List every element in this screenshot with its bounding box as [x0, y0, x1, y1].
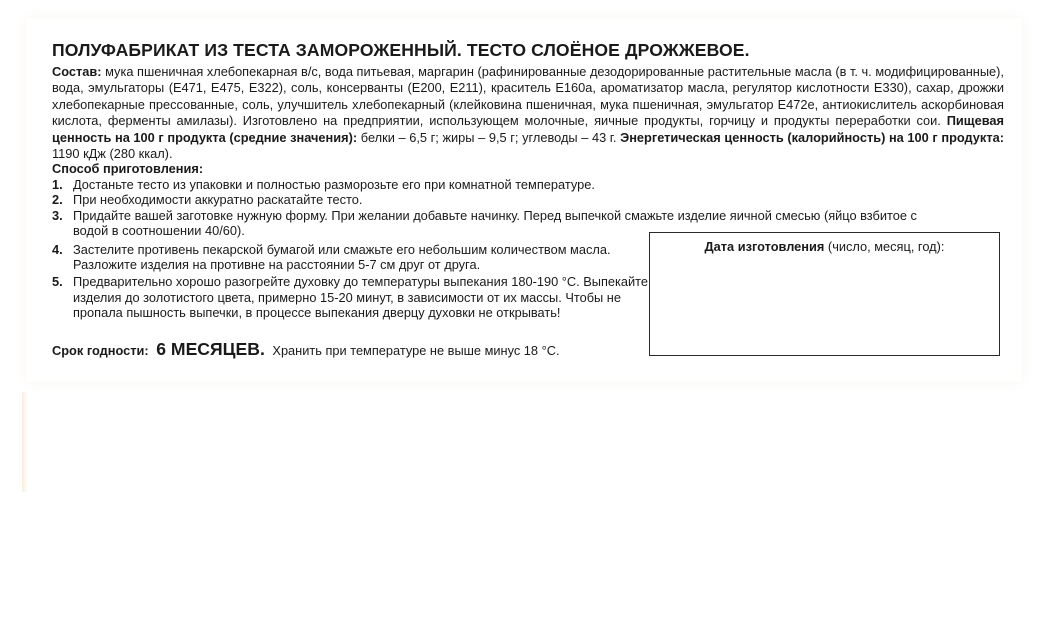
shelf-life-value: 6 МЕСЯЦЕВ.	[156, 339, 265, 359]
step-text: Застелите противень пекарской бумагой или смажьте его небольшим количеством масла. Разложите изделия на противне на расстоянии 5-7 см друг от друга.	[73, 241, 611, 273]
step-number: 2.	[52, 192, 63, 208]
step-number: 5.	[52, 274, 63, 290]
manufacture-date-hint: (число, месяц, год):	[824, 239, 945, 254]
shelf-life-label: Срок годности:	[52, 343, 149, 358]
composition-label: Состав:	[52, 64, 102, 79]
method-step	[52, 274, 648, 320]
step-number: 4.	[52, 241, 63, 257]
storage-conditions: Хранить при температуре не выше минус 18 °С.	[272, 343, 560, 358]
manufacture-date-box	[649, 232, 1000, 356]
manufacture-date-label: Дата изготовления	[704, 239, 825, 254]
step-text: Придайте вашей заготовке нужную форму. При желании добавьте начинку. Перед выпечкой смажьте изделие яичной смесью (яйцо взбитое с водой в соотношении 40/60).	[73, 207, 917, 239]
product-title: ПОЛУФАБРИКАТ ИЗ ТЕСТА ЗАМОРОЖЕННЫЙ. ТЕСТО СЛОЁНОЕ ДРОЖЖЕВОЕ.	[52, 40, 750, 60]
step-number: 3.	[52, 207, 63, 223]
method-step	[52, 177, 813, 192]
step-number: 1.	[52, 177, 63, 192]
method-heading: Способ приготовления:	[52, 161, 204, 176]
method-step	[52, 242, 648, 273]
shelf-life	[52, 339, 560, 360]
manufacture-date-caption	[650, 239, 999, 254]
step-text: Достаньте тесто из упаковки и полностью разморозьте его при комнатной температуре.	[73, 177, 595, 192]
nutrition-label: Пищевая ценность на 100 г продукта (средние значения):	[52, 113, 1004, 145]
step-text: При необходимости аккуратно раскатайте тесто.	[73, 192, 363, 208]
composition-paragraph	[52, 64, 1004, 162]
energy-label: Энергетическая ценность (калорийность) на 100 г продукта:	[620, 129, 1004, 145]
edge-shadow	[22, 392, 28, 492]
composition-text: мука пшеничная хлебопекарная в/с, вода питьевая, маргарин (рафинированные дезодорированные растительные масла (в т. ч. модифицированные), вода, эмульгаторы (Е471, Е475, Е322), соль, консерванты (Е200, Е211), краситель Е160а, ароматизатор масла, регулятор кислотности Е330), сахар, дрожжи хлебопекарные прессованные, соль, улучшитель хлебопекарный (клейковина пшеничная, мука пшеничная, эмульгатор Е472е, антиокислитель аскорбиновая кислота, ферменты амилазы). Изготовлено на предприятии, использующем молочные, яичные продукты, горчицу и продукты переработки сои.	[52, 64, 1004, 129]
method-step	[52, 192, 813, 207]
nutrition-text: белки – 6,5 г; жиры – 9,5 г; углеводы – 43 г.	[357, 129, 621, 145]
step-text: Предварительно хорошо разогрейте духовку до температуры выпекания 180-190 °С. Выпекайте изделия до золотистого цвета, примерно 15-20 минут, в зависимости от их массы. Чтобы не пропала пышность выпечки, в процессе выпекания дверцу духовки не открывать!	[73, 274, 648, 321]
energy-text: 1190 кДж (280 ккал).	[52, 146, 173, 162]
